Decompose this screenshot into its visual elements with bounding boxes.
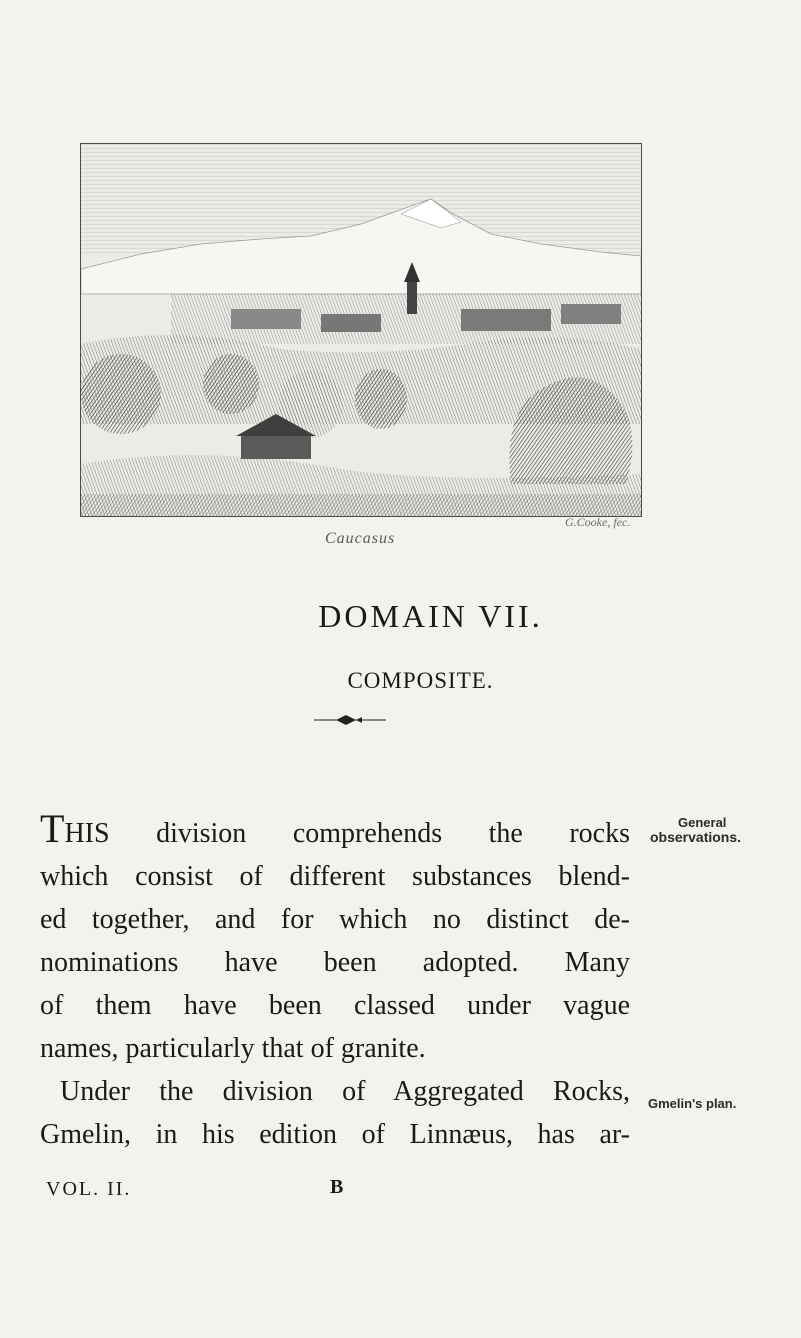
landscape-engraving	[81, 144, 641, 516]
body-paragraph	[40, 806, 630, 1156]
engraved-plate-illustration	[80, 143, 642, 517]
body-line-6: names, particularly that of granite.	[40, 1033, 426, 1064]
volume-footer: VOL. II.	[46, 1178, 132, 1200]
section-heading	[0, 668, 801, 694]
body-line-2: which consist of different substances blend-	[40, 861, 630, 892]
engraver-credit: G.Cooke, fec.	[565, 515, 631, 529]
body-line-1	[40, 806, 630, 855]
body-line-1-text: HIS division comprehends the rocks	[64, 818, 630, 849]
plate-caption: Caucasus	[325, 530, 396, 547]
section-heading-text: COMPOSITE.	[347, 668, 494, 693]
margin-note-general-observations	[650, 815, 790, 845]
signature-mark: B	[330, 1176, 344, 1198]
body-line-7: Under the division of Aggregated Rocks,	[60, 1076, 630, 1107]
ornament-rule-icon	[300, 710, 400, 730]
body-line-8: Gmelin, in his edition of Linnæus, has ar-	[40, 1119, 630, 1150]
body-line-4: nominations have been adopted. Many	[40, 947, 630, 978]
domain-heading	[0, 598, 801, 635]
body-line-3: ed together, and for which no distinct de-	[40, 904, 630, 935]
margin-note-line-1: General	[678, 815, 727, 830]
dropcap-letter: T	[40, 806, 65, 851]
domain-heading-text: DOMAIN VII.	[318, 598, 543, 634]
margin-note-gmelins-plan: Gmelin's plan.	[648, 1096, 737, 1111]
margin-note-line-2: observations.	[650, 829, 742, 845]
body-line-5: of them have been classed under vague	[40, 990, 630, 1021]
